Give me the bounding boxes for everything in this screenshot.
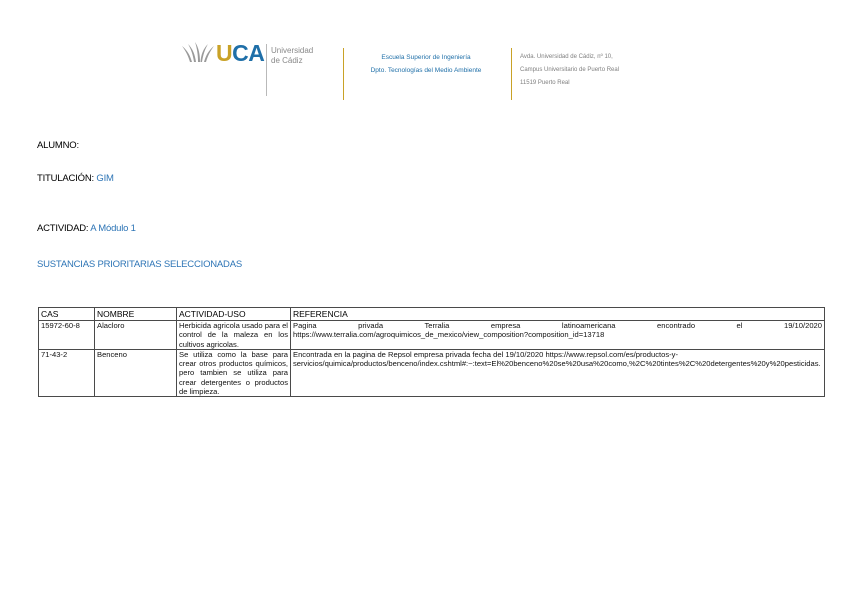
header-divider-2: [511, 48, 512, 100]
section-title: SUSTANCIAS PRIORITARIAS SELECCIONADAS: [37, 259, 242, 270]
uca-logo-wordmark: UCA: [216, 40, 265, 66]
cell-actividad: Herbicida agricola usado para el control de la maleza en los cultivos agricolas.: [177, 321, 291, 350]
cell-cas: 71-43-2: [39, 349, 95, 396]
actividad-value: A Módulo 1: [90, 223, 136, 234]
cell-actividad: Se utiliza como la base para crear otros productos químicos, pero tambien se utiliza para crear detergentes o productos de limpieza.: [177, 349, 291, 396]
school-block: [350, 51, 502, 77]
table-row: [39, 321, 825, 350]
header-divider-1: [343, 48, 344, 100]
address-line-1: Avda. Universidad de Cádiz, nº 10,: [520, 54, 613, 60]
referencia-url: https://www.terralia.com/agroquimicos_de_mexico/view_composition?composition_id=13718: [293, 330, 605, 340]
cell-nombre: Alacloro: [95, 321, 177, 350]
titulacion-label: TITULACIÓN:: [37, 173, 94, 184]
address-line-3: 11519 Puerto Real: [520, 80, 570, 86]
cell-nombre: Benceno: [95, 349, 177, 396]
address-block: [520, 51, 680, 90]
titulacion-value: GIM: [96, 173, 114, 184]
referencia-text: Pagina privada Terralia empresa latinoamericana encontrado el 19/10/2020: [293, 321, 822, 330]
field-actividad: [37, 223, 136, 234]
field-titulacion: [37, 173, 114, 184]
logo-divider: [266, 44, 267, 96]
table-row: [39, 349, 825, 396]
university-name: [271, 46, 331, 66]
cell-referencia: Encontrada en la pagina de Repsol empresa privada fecha del 19/10/2020 https://www.repsol.com/es/productos-y-servicios/quimica/productos/benceno/index.cshtml#:~:text=El%20benceno%20se%20usa%20como,%2C%20tintes%2C%20detergentes%20y%20pesticidas.: [291, 349, 825, 396]
header-referencia: REFERENCIA: [291, 308, 825, 321]
address-line-2: Campus Universitario de Puerto Real: [520, 67, 620, 73]
header-nombre: NOMBRE: [95, 308, 177, 321]
university-name-line1: Universidad: [271, 46, 314, 55]
table-header-row: [39, 308, 825, 321]
actividad-label: ACTIVIDAD:: [37, 223, 89, 234]
cell-referencia: [291, 321, 825, 350]
cell-cas: 15972-60-8: [39, 321, 95, 350]
field-alumno: [37, 140, 79, 151]
school-name: Escuela Superior de Ingeniería: [381, 54, 471, 61]
department-name: Dpto. Tecnologías del Medio Ambiente: [370, 67, 482, 74]
uca-logo-emblem: [180, 40, 216, 64]
alumno-label: ALUMNO:: [37, 140, 79, 151]
university-name-line2: de Cádiz: [271, 56, 303, 65]
header-cas: CAS: [39, 308, 95, 321]
substances-table: [38, 307, 825, 397]
header-actividad-uso: ACTIVIDAD-USO: [177, 308, 291, 321]
